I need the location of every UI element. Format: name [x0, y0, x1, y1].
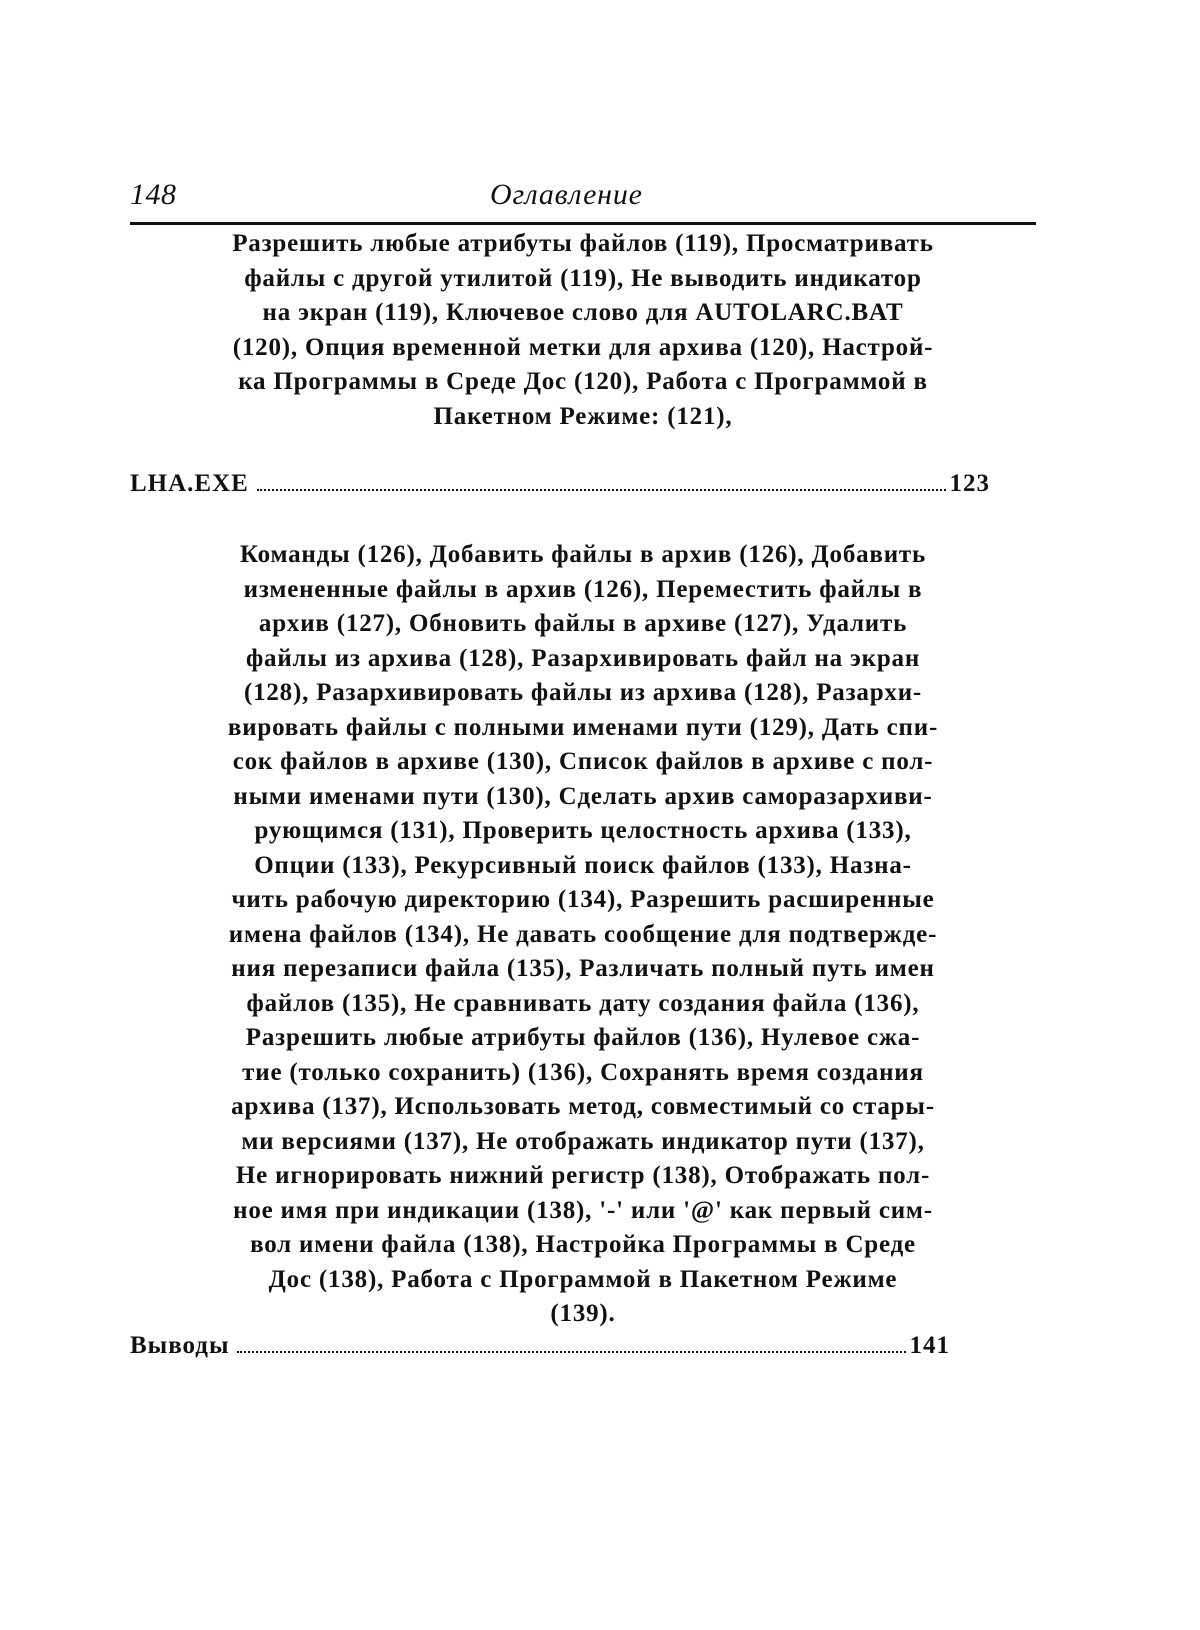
text-line: имена файлов (134), Не давать сообщение для подтвержде- [228, 920, 938, 948]
text-line: ми версиями (137), Не отображать индикатор пути (137), [241, 1127, 925, 1155]
text-line: (128), Разархивировать файлы из архива (128), Разархи- [243, 679, 923, 706]
page-number: 148 [130, 178, 177, 211]
text-line: вировать файлы с полными именами пути (129), Дать спи- [227, 713, 939, 741]
text-line: ными именами пути (130), Сделать архив саморазархиви- [233, 782, 933, 810]
text-line: Не игнорировать нижний регистр (138), Отображать пол- [235, 1162, 931, 1189]
toc-entry-page: 141 [909, 1331, 950, 1359]
text-line: Опции (133), Рекурсивный поиск файлов (133), Назна- [254, 851, 912, 879]
text-line: чить рабочую директорию (134), Разрешить расширенные [231, 886, 935, 913]
text-line: (139). [550, 1300, 616, 1327]
text-line: файлов (135), Не сравнивать дату создания файла (136), [246, 989, 920, 1017]
toc-subentries-paragraph [130, 538, 1036, 1332]
text-line: Пакетном Режиме: (121), [433, 402, 733, 430]
toc-entry-label: Выводы [130, 1331, 230, 1359]
text-line: архива (137), Использовать метод, совместимый со стары- [231, 1093, 935, 1120]
toc-entry-conclusions [130, 1332, 950, 1360]
text-line: (120), Опция временной метки для архива (120), Настрой- [232, 333, 934, 361]
toc-entry-page: 123 [949, 470, 990, 497]
page-header [130, 178, 1036, 224]
book-page [130, 178, 1036, 1360]
text-line: ное имя при индикации (138), '-' или '@' как первый сим- [233, 1196, 933, 1224]
running-title: Оглавление [490, 178, 643, 211]
text-line: Дос (138), Работа с Программой в Пакетном Режиме [268, 1265, 898, 1293]
text-line: ка Программы в Среде Дос (120), Работа с Программой в [238, 368, 928, 395]
text-line: на экран (119), Ключевое слово для AUTOLARC.BAT [262, 299, 904, 326]
text-line: вол имени файла (138), Настройка Программы в Среде [250, 1231, 916, 1258]
text-line: измененные файлы в архив (126), Переместить файлы в [243, 575, 923, 603]
text-line: ния перезаписи файла (135), Различать полный путь имен [231, 955, 935, 982]
text-line: архив (127), Обновить файлы в архиве (127), Удалить [258, 610, 908, 637]
toc-entry-label: LHA.EXE [130, 470, 249, 497]
text-line: Разрешить любые атрибуты файлов (136), Нулевое сжа- [245, 1024, 921, 1051]
dot-leader [237, 1351, 905, 1353]
text-line: Команды (126), Добавить файлы в архив (126), Добавить [239, 541, 927, 568]
text-line: сок файлов в архиве (130), Список файлов в архиве с пол- [232, 748, 934, 775]
text-line: файлы с другой утилитой (119), Не выводить индикатор [244, 264, 922, 292]
header-rule [130, 222, 1036, 225]
toc-entry-lha-exe [130, 470, 990, 498]
text-line: тие (только сохранить) (136), Сохранять время создания [242, 1058, 924, 1086]
dot-leader [257, 489, 946, 491]
toc-subentries-paragraph [130, 227, 1036, 434]
text-line: файлы из архива (128), Разархивировать файл на экран [245, 644, 921, 672]
text-line: рующимся (131), Проверить целостность архива (133), [254, 817, 912, 844]
text-line: Разрешить любые атрибуты файлов (119), Просматривать [232, 230, 934, 257]
